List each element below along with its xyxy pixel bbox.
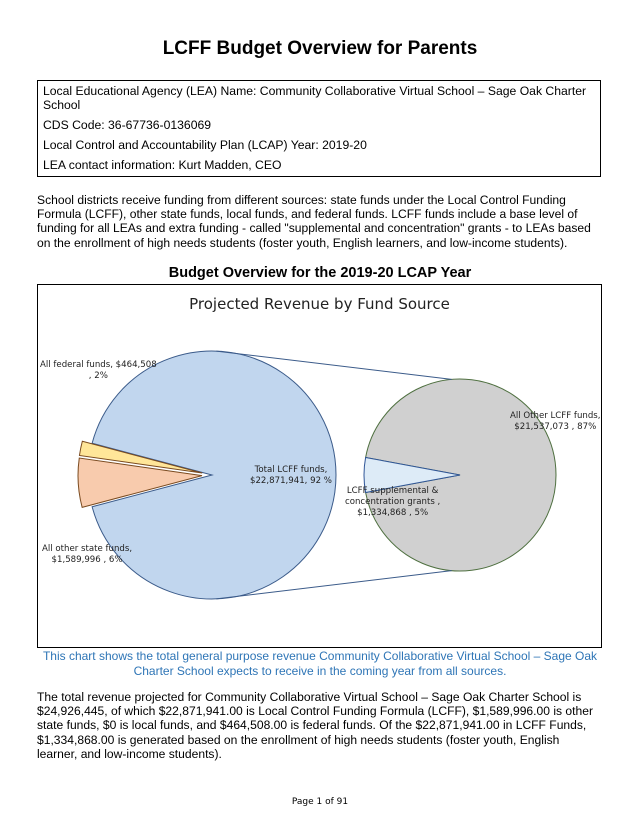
chart-section-heading: Budget Overview for the 2019-20 LCAP Year	[168, 265, 472, 281]
label-lcff-line1: Total LCFF funds,	[254, 465, 328, 475]
label-federal-line2: , 2%	[88, 371, 108, 381]
intro-paragraph: School districts receive funding from different sources: state funds under the Local Control Funding Formula (LCFF), other state funds, local funds, and federal funds. LCFF funds include a base level of funding for all LEAs and extra funding - called "supplemental and concentration" grants - to LEAs based on the enrollment of high needs students (foster youth, English learners, and low-income students).	[37, 193, 591, 250]
label-lcff-line2: $22,871,941, 92 %	[250, 476, 332, 486]
label-federal-line1: All federal funds, $464,508	[40, 360, 157, 370]
label-other-state-funds	[42, 544, 132, 566]
lea-name: Local Educational Agency (LEA) Name: Community Collaborative Virtual School – Sage Oak Charter School	[43, 84, 587, 112]
revenue-chart	[37, 284, 602, 648]
label-other-lcff	[510, 411, 601, 433]
label-total-lcff	[250, 465, 332, 487]
cds-code: CDS Code: 36-67736-0136069	[43, 118, 212, 132]
label-supp-line1: LCFF supplemental &	[346, 486, 439, 496]
label-state-line2: $1,589,996 , 6%	[51, 555, 123, 565]
chart-caption: This chart shows the total general purpose revenue Community Collaborative Virtual School – Sage Oak Charter School expects to receive in the coming year from all sources.	[42, 649, 598, 678]
label-supp-line3: $1,334,868 , 5%	[357, 508, 429, 518]
page-number: Page 1 of 91	[291, 797, 349, 807]
lcap-year: Local Control and Accountability Plan (LCAP) Year: 2019-20	[43, 138, 367, 152]
label-supp-line2: concentration grants ,	[345, 497, 441, 507]
lea-info-box	[37, 80, 601, 177]
label-other-lcff-line1: All Other LCFF funds,	[510, 411, 601, 421]
label-federal-funds	[40, 360, 157, 382]
label-supplemental-grants	[345, 486, 440, 519]
lea-contact: LEA contact information: Kurt Madden, CEO	[43, 158, 282, 172]
revenue-summary-paragraph: The total revenue projected for Community Collaborative Virtual School – Sage Oak Charter School is $24,926,445, of which $22,871,941.00 is Local Control Funding Formula (LCFF), $1,589,996.00 is other state funds, $0 is local funds, and $464,508.00 is federal funds. Of the $22,871,941.00 in LCFF Funds, $1,334,868.00 is generated based on the enrollment of high needs students (foster youth, English learner, and low-income students).	[37, 690, 593, 761]
page-title: LCFF Budget Overview for Parents	[162, 38, 478, 59]
label-state-line1: All other state funds,	[42, 544, 133, 554]
chart-title: Projected Revenue by Fund Source	[189, 295, 450, 313]
label-other-lcff-line2: $21,537,073 , 87%	[514, 422, 597, 432]
